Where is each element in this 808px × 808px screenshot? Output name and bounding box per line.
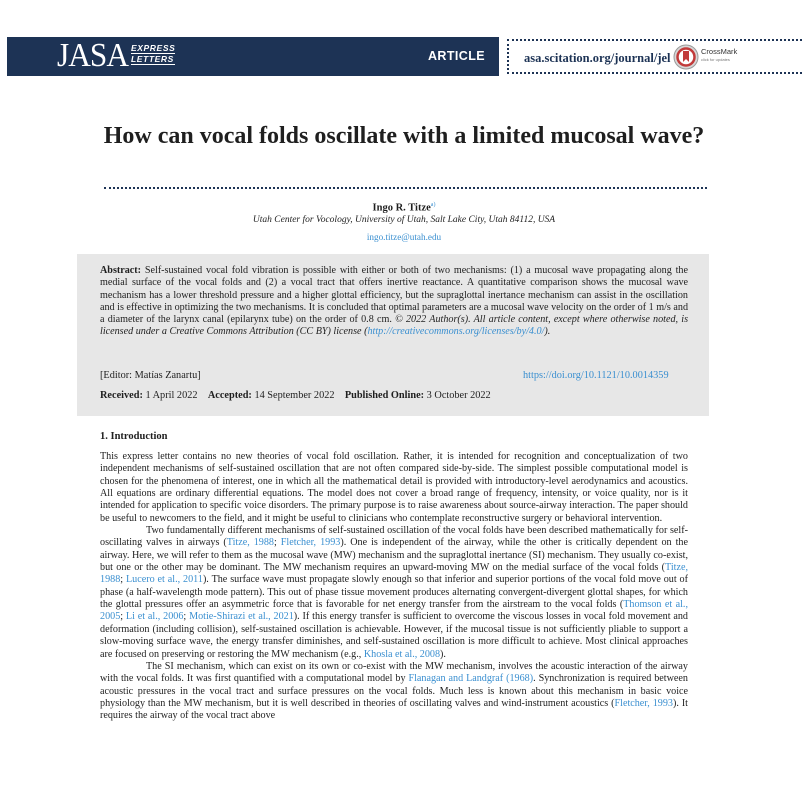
publication-dates: [100, 390, 491, 401]
citation-link[interactable]: Motie-Shirazi et al., 2021: [189, 611, 294, 623]
citation-separator: ;: [183, 611, 190, 623]
crossmark-icon[interactable]: [673, 44, 699, 70]
citation-link[interactable]: Lucero et al., 2011: [125, 574, 203, 586]
title-divider: [104, 187, 707, 189]
published-date: 3 October 2022: [426, 390, 491, 401]
paragraph-3: [100, 661, 688, 723]
author-email-link[interactable]: ingo.titze@utah.edu: [366, 232, 442, 242]
license-prefix: © 2022 Author(s). All article content, except where otherwise noted, is licensed under a Creative Commons Attribution (CC BY) license (: [100, 314, 689, 338]
p2-text-a: Two fundamentally different mechanisms of self-sustained oscillation of the vocal folds have been described mathematically for self-oscillating valves in airways (: [100, 525, 688, 549]
logo-line-express: EXPRESS: [131, 43, 176, 53]
citation-separator: ;: [120, 574, 126, 586]
author-footnote-marker[interactable]: a): [430, 202, 436, 208]
p3-text-a: The SI mechanism, which can exist on its own or co-exist with the MW mechanism, involves the acoustic interaction of the airway with the vocal folds. It was first quantified with a computational model by: [100, 660, 688, 685]
received-date: 1 April 2022: [145, 390, 198, 401]
received-label: Received:: [100, 390, 143, 401]
citation-link[interactable]: Thomson et al., 2005: [100, 599, 688, 623]
p2-text-d: ). If this energy transfer is sufficient to overcome the viscous losses in vocal fold movement and deformation (including collision), self-sustained oscillation is achievable. However, if the mucosal tissue is not sufficiently pliable to support a slow-moving surface wave, the energy transfer diminishes, and self-sustained oscillation is more difficult to achieve. Most clinical approaches are focused on preserving or restoring the MW mechanism (e.g.,: [100, 611, 688, 660]
citation-link[interactable]: Titze, 1988: [100, 562, 688, 586]
section-heading: 1. Introduction: [100, 431, 168, 442]
accepted-date: 14 September 2022: [254, 390, 335, 401]
accepted-label: Accepted:: [207, 390, 252, 401]
paragraph-2: [100, 525, 688, 661]
p2-text-b: ). One is independent of the airway, while the other is critically dependent on the airway. Here, we will refer to them as the mucosal wave (MW) mechanism and the supraglottal inertance (SI) mechanism. They usually co-exist, but one or the other may be dominant. The MW mechanism requires an upward-moving MW on the medial surface of the vocal folds (: [100, 537, 688, 574]
express-letters-logo: [131, 44, 175, 66]
author-line: [100, 202, 708, 214]
citation-link[interactable]: Fletcher, 1993: [280, 537, 341, 549]
license-link[interactable]: http://creativecommons.org/licenses/by/4.0/: [367, 326, 545, 338]
crossmark-name: CrossMark: [701, 47, 738, 56]
citation-link[interactable]: Li et al., 2006: [125, 611, 184, 623]
jasa-logo[interactable]: JASA: [57, 37, 129, 74]
citation-link[interactable]: Fletcher, 1993: [614, 697, 673, 709]
journal-url-link[interactable]: asa.scitation.org/journal/jel: [524, 51, 671, 65]
license-suffix: ).: [544, 326, 551, 338]
article-type-label: ARTICLE: [428, 49, 485, 63]
logo-line-letters: LETTERS: [131, 54, 174, 64]
published-label: Published Online:: [344, 390, 425, 401]
p2-text-e: ).: [440, 648, 446, 660]
citation-link[interactable]: Khosla et al., 2008: [363, 648, 441, 660]
citation-link[interactable]: Flanagan and Landgraf (1968): [408, 673, 534, 685]
citation-separator: ;: [273, 537, 281, 549]
p2-text-c: ). The surface wave must propagate slowly enough so that inferior and superior portions of the vocal fold move out of phase (a half-wavelength mode pattern). This out of phase tissue movement produces alternating convergent-divergent glottal shapes, for which the glottal pressures offer an asymmetric force that is favorable for net energy transfer from the airstream to the vocal folds (: [100, 574, 688, 611]
author-affiliation: Utah Center for Vocology, University of Utah, Salt Lake City, Utah 84112, USA: [252, 215, 556, 225]
p3-text-c: ). It requires the airway of the vocal tract above: [100, 697, 688, 722]
p3-text-b: . Synchronization is required between acoustic pressures in the vocal tract and surface pressures on the vocal folds. Much less is known about this mechanism in basic voice physiology than the MW mechanism, but it is well described in theories of oscillating valves and wind-instrument acoustics (: [100, 673, 688, 709]
abstract-label: Abstract:: [100, 265, 142, 276]
paper-title: How can vocal folds oscillate with a limited mucosal wave?: [103, 123, 705, 149]
doi-link[interactable]: https://doi.org/10.1121/10.0014359: [523, 370, 669, 381]
citation-separator: ;: [120, 611, 126, 623]
editor-note: [Editor: Matías Zanartu]: [100, 370, 201, 381]
crossmark-subtitle: click for updates: [701, 57, 730, 62]
body-text: [100, 451, 688, 723]
abstract-text: [100, 265, 688, 339]
crossmark-label[interactable]: [701, 48, 737, 64]
paragraph-1: This express letter contains no new theories of vocal fold oscillation. Rather, it is intended for recognition and conceptualization of two independent mechanisms of self-sustained oscillation that are not often compared side-by-side. The simplest possible computational model is chosen for the phenomena of interest, one in which all the mathematical detail is provided with introductory-level aerodynamics and acoustics. All equations are ordinary differential equations. The model does not cover a broad range of frequency, intensity, or voice quality, nor is it intended for application to specific voice disorders. The primary purpose is to raise awareness about source-airway interaction. The paper should be useful to newcomers to the field, and it might be useful to clinicians who contemplate reconstructive surgery or behavioral intervention.: [100, 451, 688, 524]
abstract-body: Self-sustained vocal fold vibration is possible with either or both of two mechanisms: (1) a mucosal wave propagating along the medial surface of the vocal folds and (2) a vocal tract that offers inertive reactance. A quantitative comparison shows the mucosal wave mechanism has a lower threshold pressure and a higher glottal efficiency, but the supraglottal inertance mechanism can assist in the oscillation and is effective in optimizing the two mechanisms. It is concluded that optimal parameters are a mucosal wave velocity on the order of 1 m/s and a diameter of the larynx canal (epilarynx tube) on the order of 0.8 cm.: [100, 265, 689, 326]
author-name: Ingo R. Titze: [372, 202, 431, 214]
citation-link[interactable]: Titze, 1988: [226, 537, 274, 549]
